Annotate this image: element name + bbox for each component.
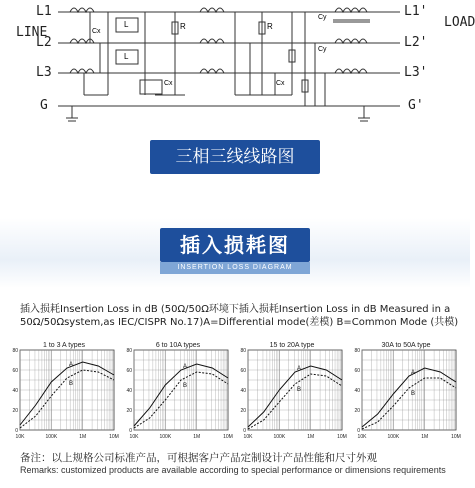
load-label-l3: L3' [404,65,428,80]
x-tick-label: 10K [129,434,139,440]
y-tick-label: 40 [126,388,132,394]
series-label: A [69,362,74,368]
load-label-g: G' [408,98,424,113]
remark-english: Remarks: customized products are available according to special performance or dimensions requirements [20,465,446,475]
load-label-l1: L1' [404,4,428,19]
insertion-loss-subtitle: INSERTION LOSS DIAGRAM [160,262,310,274]
series-label: B [183,383,188,389]
x-tick-label: 1M [193,434,201,440]
y-tick-label: 20 [126,408,132,414]
x-tick-label: 10K [243,434,253,440]
cx-label: Cx [164,80,173,87]
y-tick-label: 80 [12,348,18,354]
series-label: B [297,387,302,393]
y-tick-label: 20 [240,408,246,414]
cx-label: Cx [92,28,101,35]
x-tick-label: 1M [307,434,315,440]
l-label: L [124,20,129,29]
series-label: A [183,364,188,370]
cx-label: Cx [276,80,285,87]
r-label: R [180,22,186,31]
series-label: B [411,391,416,397]
circuit-schematic [0,0,475,128]
y-tick-label: 80 [240,348,246,354]
line-label-g: G [40,98,48,113]
y-tick-label: 40 [12,388,18,394]
circuit-title-banner: 三相三线线路图 [150,140,320,174]
chart-title: 15 to 20A type [269,342,315,349]
insertion-loss-chart [238,348,346,442]
line-label-l1: L1 [36,4,52,19]
x-tick-label: 100K [45,434,58,440]
y-tick-label: 60 [12,368,18,374]
x-tick-label: 100K [273,434,286,440]
x-tick-label: 100K [387,434,400,440]
y-tick-label: 80 [354,348,360,354]
load-side-text: LOAD [444,15,475,30]
cy-label: Cy [318,46,327,53]
insertion-loss-chart [124,348,232,442]
x-tick-label: 10M [223,434,233,440]
insertion-loss-chart [10,348,118,442]
insertion-loss-description: 插入损耗Insertion Loss in dB (50Ω/50Ω环境下插入损耗Insertion Loss in dB Measured in a 50Ω/50Ωsystem,as IEC/CISPR No.17)A=Differential mode(差模) B=Common Mode (共模) [20,304,459,328]
chart-title: 30A to 50A type [381,342,431,349]
y-tick-label: 40 [240,388,246,394]
x-tick-label: 1M [421,434,429,440]
x-tick-label: 100K [159,434,172,440]
x-tick-label: 10M [337,434,347,440]
line-side-text: LINE [16,25,48,40]
y-tick-label: 20 [12,408,18,414]
chart-title: 6 to 10A types [155,342,201,349]
y-tick-label: 0 [129,428,132,434]
r-label: R [267,22,273,31]
chart-title: 1 to 3 A types [42,342,86,349]
series-label: A [411,370,416,376]
insertion-loss-banner: 插入损耗图 [160,228,310,262]
y-tick-label: 0 [15,428,18,434]
cy-label: Cy [318,14,327,21]
y-tick-label: 0 [357,428,360,434]
line-label-l3: L3 [36,65,52,80]
y-tick-label: 60 [126,368,132,374]
y-tick-label: 80 [126,348,132,354]
x-tick-label: 1M [79,434,87,440]
x-tick-label: 10K [357,434,367,440]
line-label-l2: L2 [36,35,52,50]
x-tick-label: 10K [15,434,25,440]
insertion-loss-chart [352,348,460,442]
y-tick-label: 60 [240,368,246,374]
x-tick-label: 10M [109,434,119,440]
series-label: A [297,366,302,372]
load-label-l2: L2' [404,35,428,50]
y-tick-label: 20 [354,408,360,414]
y-tick-label: 0 [243,428,246,434]
series-label: B [69,381,74,387]
y-tick-label: 40 [354,388,360,394]
x-tick-label: 10M [451,434,461,440]
y-tick-label: 60 [354,368,360,374]
remark-chinese: 备注：以上规格公司标准产品，可根据客户产品定制设计产品性能和尺寸外观 [20,452,377,464]
l-label: L [124,52,129,61]
